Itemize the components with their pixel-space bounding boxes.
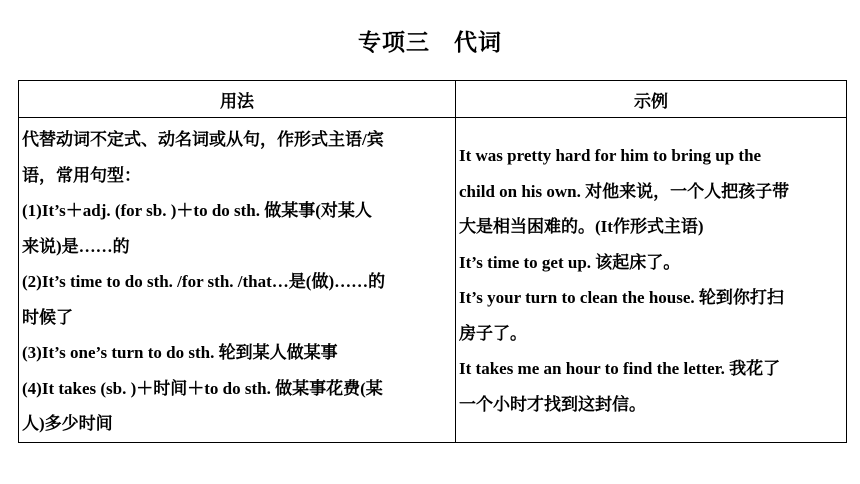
example-line: 房子了。 xyxy=(459,323,527,343)
usage-line: (1)It’s＋adj. (for sb. )＋to do sth. 做某事(对某人 xyxy=(22,201,372,220)
example-line: 大是相当困难的。(It作形式主语) xyxy=(459,217,704,236)
usage-line: 代替动词不定式、动名词或从句，作形式主语/宾 xyxy=(22,130,384,149)
table-row xyxy=(19,118,847,443)
usage-line: (3)It’s one’s turn to do sth. 轮到某人做某事 xyxy=(22,343,338,362)
header-example: 示例 xyxy=(456,81,847,118)
pronoun-usage-table xyxy=(18,80,847,443)
example-line: It’s your turn to clean the house. 轮到你打扫 xyxy=(459,288,784,307)
example-line: It’s time to get up. 该起床了。 xyxy=(459,252,681,272)
example-line: child on his own. 对他来说，一个人把孩子带 xyxy=(459,181,790,201)
usage-line: 来说)是……的 xyxy=(22,236,130,256)
usage-line: 时候了 xyxy=(22,307,73,327)
table-header-row xyxy=(19,81,847,118)
example-line: 一个小时才找到这封信。 xyxy=(459,394,646,414)
header-usage: 用法 xyxy=(19,81,456,118)
page-title: 专项三 代词 xyxy=(358,30,502,56)
usage-line: (2)It’s time to do sth. /for sth. /that…是(做)……的 xyxy=(22,272,386,291)
usage-line: 语，常用句型： xyxy=(22,165,141,185)
example-cell xyxy=(456,118,847,443)
example-line: It takes me an hour to find the letter. 我花了 xyxy=(459,359,781,378)
usage-line: 人)多少时间 xyxy=(22,414,113,433)
usage-cell xyxy=(19,118,456,443)
usage-line: (4)It takes (sb. )＋时间＋to do sth. 做某事花费(某 xyxy=(22,378,383,398)
example-line: It was pretty hard for him to bring up the xyxy=(459,146,762,165)
